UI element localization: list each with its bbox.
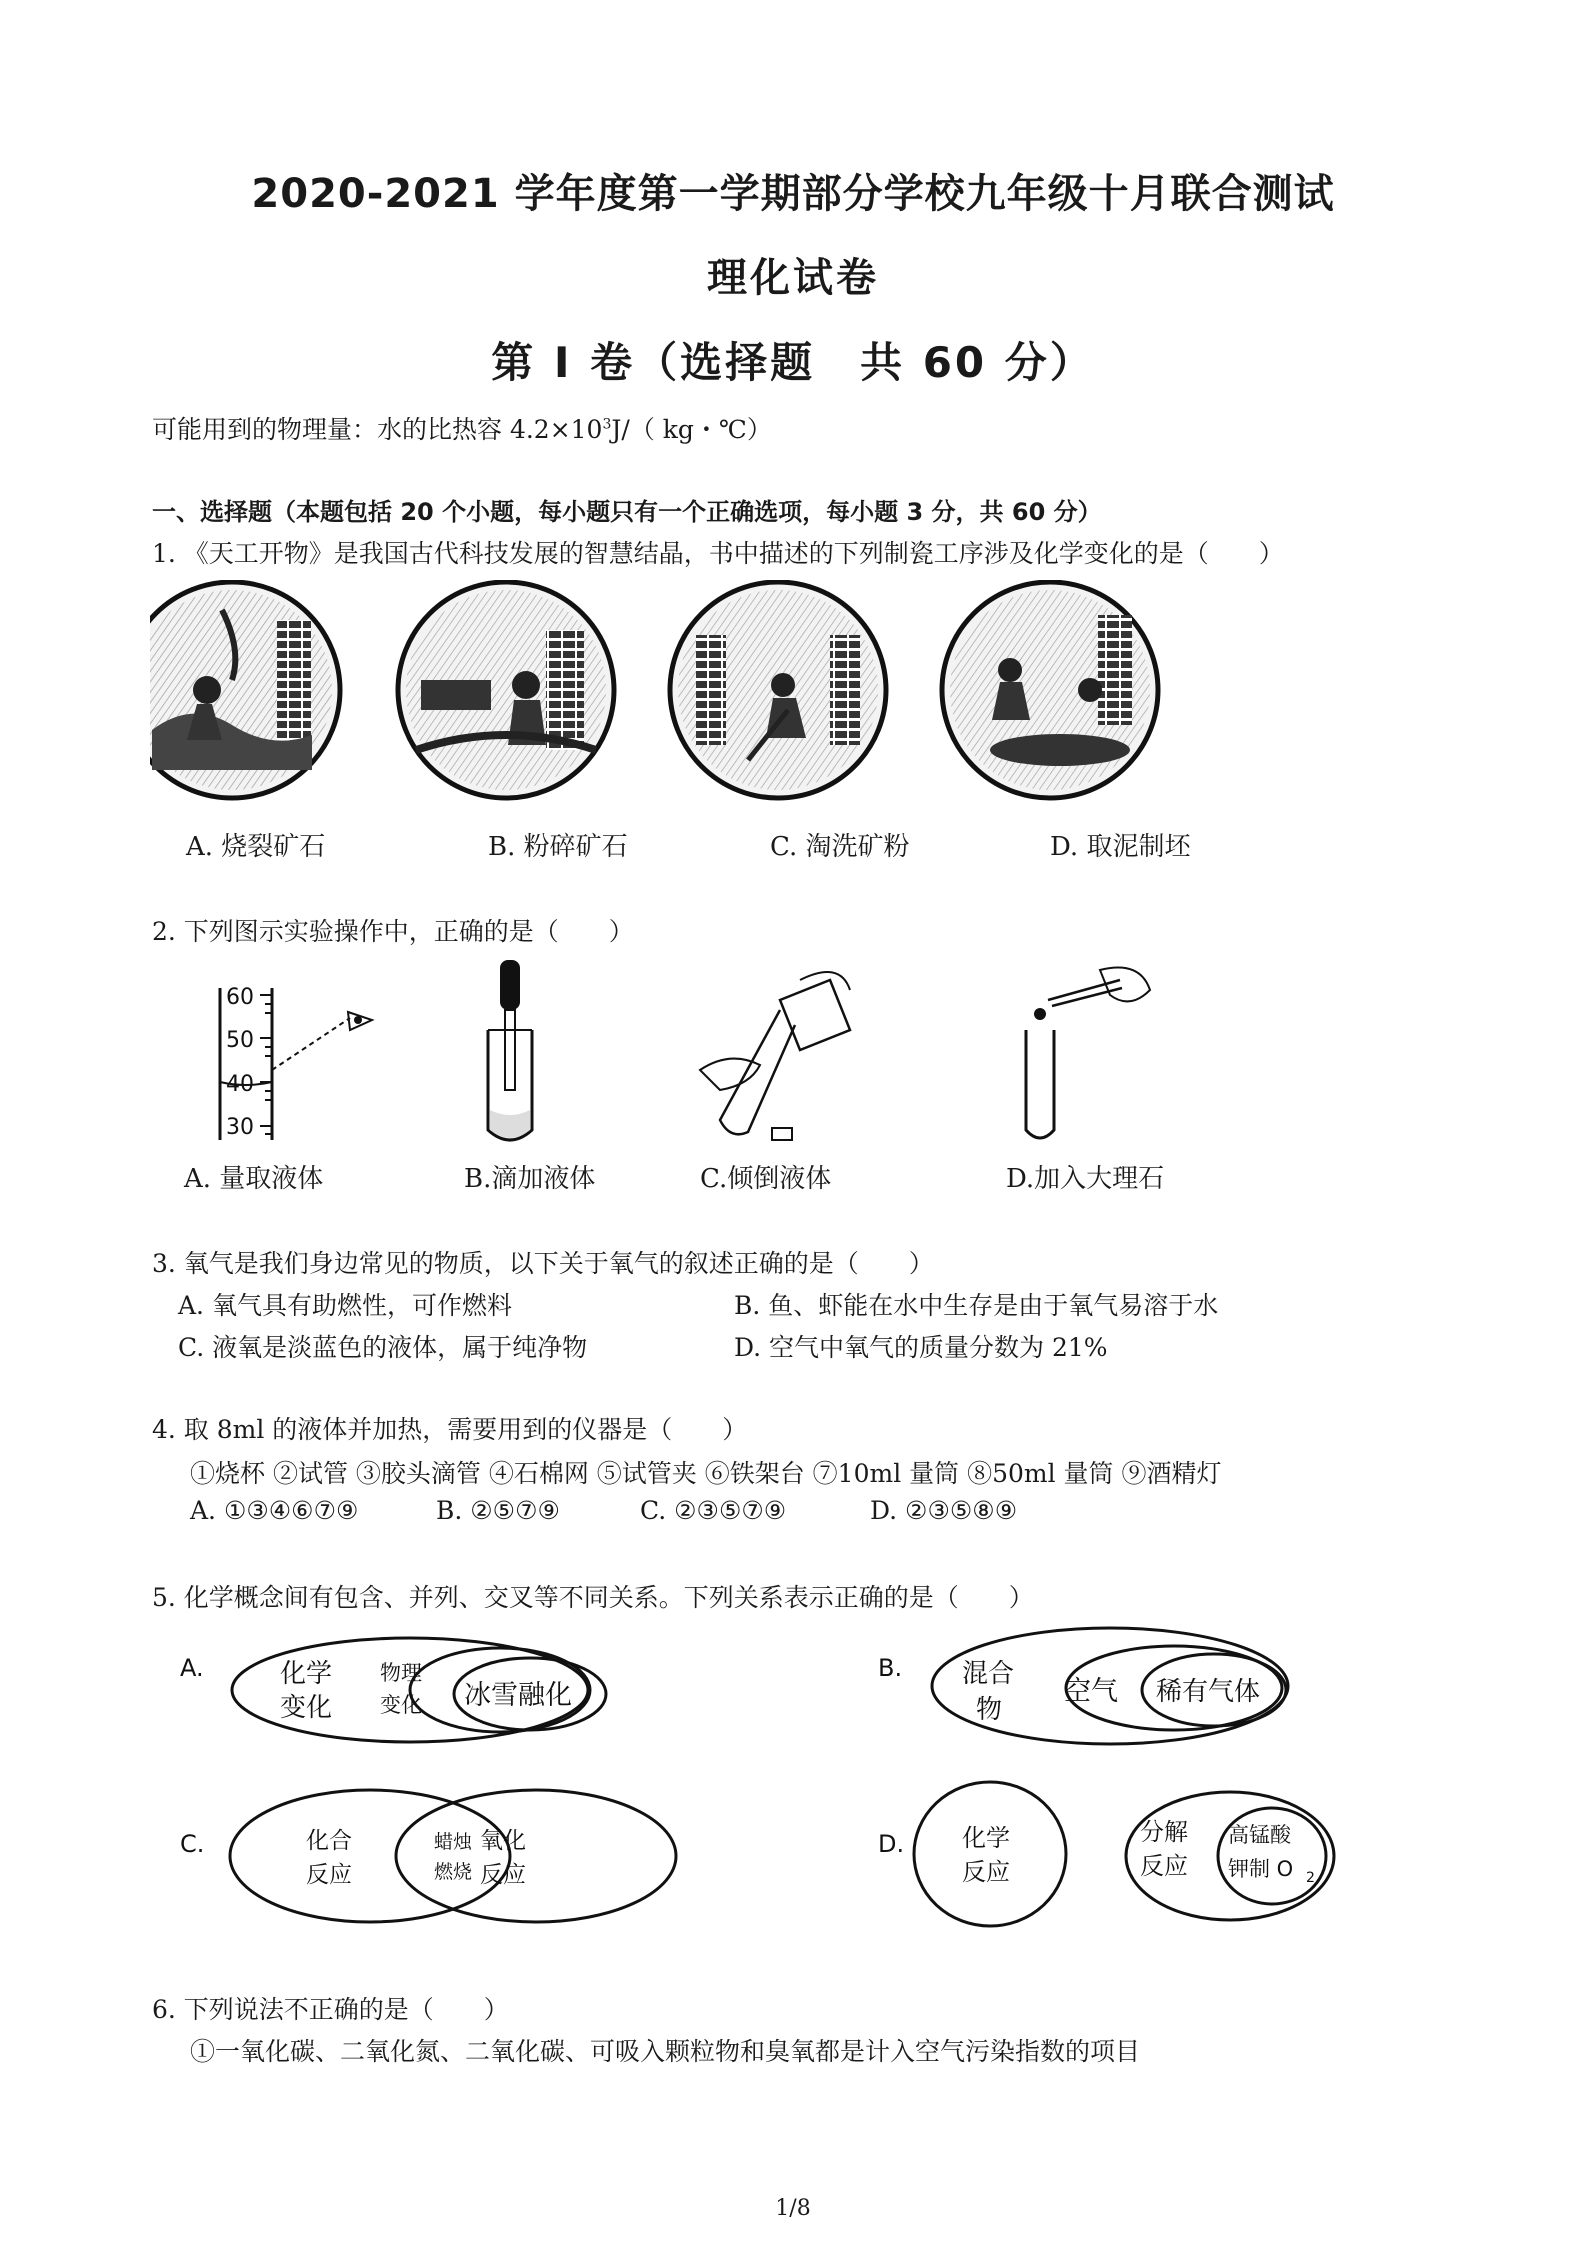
diagram-d-inner-subscript: 2 [1306, 1870, 1315, 1886]
diagram-a-letter: A. [180, 1654, 204, 1682]
diagram-d-outer-line1: 分解 [1140, 1818, 1188, 1846]
diagram-c-left-line1: 化合 [306, 1828, 352, 1854]
diagram-d-inner-line1: 高锰酸 [1228, 1823, 1291, 1847]
diagram-c-overlap-line1: 蜡烛 [434, 1831, 473, 1853]
q2-option-d: D.加入大理石 [1006, 1164, 1165, 1194]
question-4-stem: 4. 取 8ml 的液体并加热，需要用到的仪器是（ ） [152, 1415, 748, 1444]
question-5-stem: 5. 化学概念间有包含、并列、交叉等不同关系。下列关系表示正确的是（ ） [152, 1583, 1034, 1612]
q1-option-a: A. 烧裂矿石 [186, 832, 326, 862]
q2-option-b: B.滴加液体 [464, 1164, 596, 1194]
q5-concept-diagrams [170, 1620, 1370, 1940]
diagram-b-letter: B. [878, 1654, 903, 1682]
woodcut-c-image [670, 582, 886, 798]
question-3-stem: 3. 氧气是我们身边常见的物质，以下关于氧气的叙述正确的是（ ） [152, 1249, 934, 1278]
diagram-d-letter: D. [878, 1830, 905, 1858]
page-number: 1/8 [775, 2196, 811, 2221]
q1-option-c: C. 淘洗矿粉 [770, 832, 910, 862]
diagram-c-right-line1: 氧化 [480, 1828, 526, 1854]
diagram-d-inner-line2: 钾制 O [1228, 1857, 1294, 1881]
diagram-c-letter: C. [180, 1830, 205, 1858]
q2-illustrations [180, 950, 1180, 1150]
q4-option-d: D. ②③⑤⑧⑨ [870, 1496, 1018, 1525]
question-2-stem: 2. 下列图示实验操作中，正确的是（ ） [152, 917, 634, 946]
diagram-d [878, 1782, 1334, 1926]
q3-option-d: D. 空气中氧气的质量分数为 21% [734, 1333, 1108, 1362]
physics-constant-note [152, 410, 772, 446]
q6-statement-1: ①一氧化碳、二氧化氮、二氧化碳、可吸入颗粒物和臭氧都是计入空气污染指数的项目 [190, 2037, 1141, 2066]
q1-illustrations [150, 580, 1250, 810]
diagram-b [878, 1628, 1288, 1744]
diagram-c-overlap-line2: 燃烧 [434, 1861, 473, 1883]
cylinder-tick-60: 60 [226, 985, 254, 1010]
woodcut-a-image [150, 582, 340, 798]
diagram-d-left-line2: 反应 [962, 1858, 1010, 1886]
note-prefix: 可能用到的物理量：水的比热容 4.2×10 [152, 415, 603, 444]
q4-instrument-list: ①烧杯 ②试管 ③胶头滴管 ④石棉网 ⑤试管夹 ⑥铁架台 ⑦10ml 量筒 ⑧50ml 量筒 ⑨酒精灯 [190, 1459, 1222, 1488]
diagram-d-left-line1: 化学 [962, 1824, 1010, 1852]
diagram-b-inner: 稀有气体 [1156, 1677, 1261, 1707]
cylinder-tick-50: 50 [226, 1028, 254, 1053]
exam-subtitle: 理化试卷 [707, 255, 879, 301]
q1-option-d: D. 取泥制坯 [1050, 832, 1191, 862]
cylinder-tick-40: 40 [226, 1072, 254, 1097]
q4-option-c: C. ②③⑤⑦⑨ [640, 1496, 787, 1525]
adding-marble-image [1026, 968, 1150, 1139]
graduated-cylinder-image [220, 985, 372, 1140]
exam-title: 2020-2021 学年度第一学期部分学校九年级十月联合测试 [251, 171, 1335, 217]
diagram-a-inner: 冰雪融化 [464, 1680, 572, 1711]
dropper-test-tube-image [488, 960, 532, 1140]
diagram-b-outer-line2: 物 [976, 1695, 1003, 1725]
woodcut-d-image [942, 582, 1158, 798]
diagram-c-right-line2: 反应 [480, 1862, 526, 1888]
diagram-c [180, 1790, 676, 1922]
q3-option-c: C. 液氧是淡蓝色的液体，属于纯净物 [178, 1333, 588, 1362]
section-heading: 一、选择题（本题包括 20 个小题，每小题只有一个正确选项，每小题 3 分，共 60 分） [152, 498, 1102, 526]
diagram-d-outer-line2: 反应 [1140, 1852, 1188, 1880]
diagram-a-outer-line1: 化学 [280, 1659, 333, 1689]
diagram-b-outer-line1: 混合 [962, 1659, 1015, 1689]
cylinder-tick-30: 30 [226, 1115, 254, 1140]
section-title: 第 I 卷（选择题 共 60 分） [491, 338, 1095, 387]
question-6-stem: 6. 下列说法不正确的是（ ） [152, 1995, 509, 2024]
diagram-a-middle-line2: 变化 [380, 1693, 422, 1717]
diagram-c-left-line2: 反应 [306, 1862, 352, 1888]
pouring-liquid-image [700, 972, 850, 1140]
diagram-a-middle-line1: 物理 [380, 1661, 422, 1685]
q1-option-b: B. 粉碎矿石 [488, 832, 628, 862]
question-1-stem: 1. 《天工开物》是我国古代科技发展的智慧结晶，书中描述的下列制瓷工序涉及化学变化的是（ ） [152, 539, 1284, 568]
q2-option-c: C.倾倒液体 [700, 1164, 832, 1194]
diagram-b-middle: 空气 [1064, 1676, 1118, 1707]
q3-option-b: B. 鱼、虾能在水中生存是由于氧气易溶于水 [734, 1291, 1219, 1320]
diagram-a [180, 1638, 606, 1742]
diagram-a-outer-line2: 变化 [280, 1693, 333, 1723]
q4-option-b: B. ②⑤⑦⑨ [436, 1496, 560, 1525]
q3-option-a: A. 氧气具有助燃性，可作燃料 [178, 1291, 512, 1320]
woodcut-b-image [398, 582, 614, 798]
note-exponent: 3 [602, 416, 612, 433]
q4-option-a: A. ①③④⑥⑦⑨ [190, 1496, 359, 1525]
note-suffix: J/（ kg・℃） [611, 415, 772, 444]
q2-option-a: A. 量取液体 [184, 1164, 324, 1194]
